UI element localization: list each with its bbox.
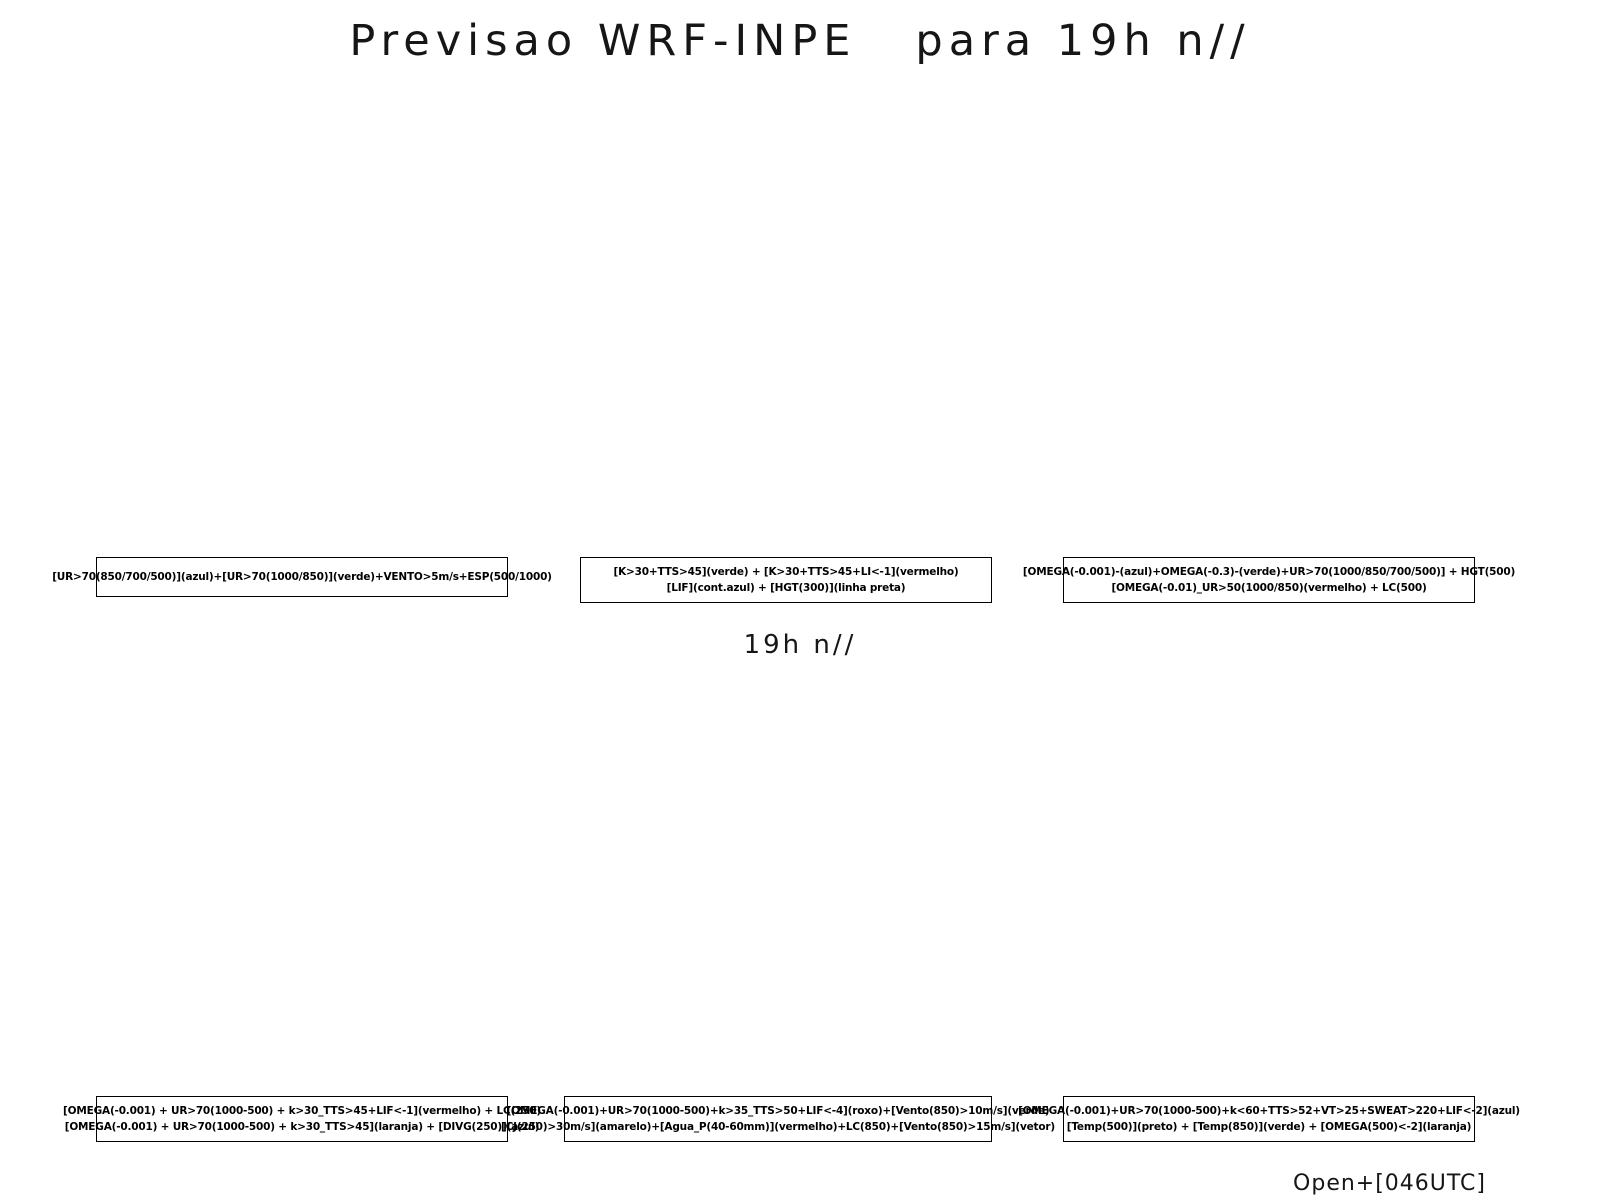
legend-line: [UR>70(850/700/500)](azul)+[UR>70(1000/850)](verde)+VENTO>5m/s+ESP(500/1000) (52, 570, 552, 583)
legend-line: [LIF](cont.azul) + [HGT(300)](linha preta) (666, 582, 906, 594)
legend-line: [CJ(250)>30m/s](amarelo)+[Agua_P(40-60mm)](vermelho)+LC(850)+[Vento(850)>15m/s](vetor) (501, 1121, 1055, 1133)
page-title: Previsao WRF-INPE para 19h n// (349, 16, 1251, 66)
legend-box-bottom-right (1018, 1096, 1520, 1142)
legend-box-bottom-left (63, 1096, 541, 1142)
legend-line: [OMEGA(-0.001)+UR>70(1000-500)+k>35_TTS>50+LIF<-4](roxo)+[Vento(850)>10m/s](verde) (506, 1104, 1050, 1117)
middle-time-label: 19h n// (743, 630, 857, 660)
legend-line: [OMEGA(-0.001)+UR>70(1000-500)+k<60+TTS>52+VT>25+SWEAT>220+LIF<-2](azul) (1018, 1104, 1520, 1117)
legend-box-top-mid (580, 557, 992, 603)
legend-line: [OMEGA(-0.001)-(azul)+OMEGA(-0.3)-(verde)+UR>70(1000/850/700/500)] + HGT(500) (1022, 565, 1516, 578)
legend-box-top-right (1022, 557, 1516, 603)
legend-box-bottom-mid (501, 1096, 1055, 1142)
legend-box-top-left (52, 557, 552, 597)
legend-line: [OMEGA(-0.01)_UR>50(1000/850)(vermelho) + LC(500) (1111, 582, 1427, 594)
legend-line: [Temp(500)](preto) + [Temp(850)](verde) + [OMEGA(500)<-2](laranja) (1066, 1121, 1472, 1133)
legend-line: [K>30+TTS>45](verde) + [K>30+TTS>45+LI<-1](vermelho) (613, 565, 959, 578)
footer-timestamp: Open+[046UTC] (1293, 1171, 1486, 1196)
legend-line: [OMEGA(-0.001) + UR>70(1000-500) + k>30_TTS>45](laranja) + [DIVG(250)](azul) (64, 1121, 540, 1133)
legend-line: [OMEGA(-0.001) + UR>70(1000-500) + k>30_TTS>45+LIF<-1](vermelho) + LC(250) (63, 1104, 541, 1117)
